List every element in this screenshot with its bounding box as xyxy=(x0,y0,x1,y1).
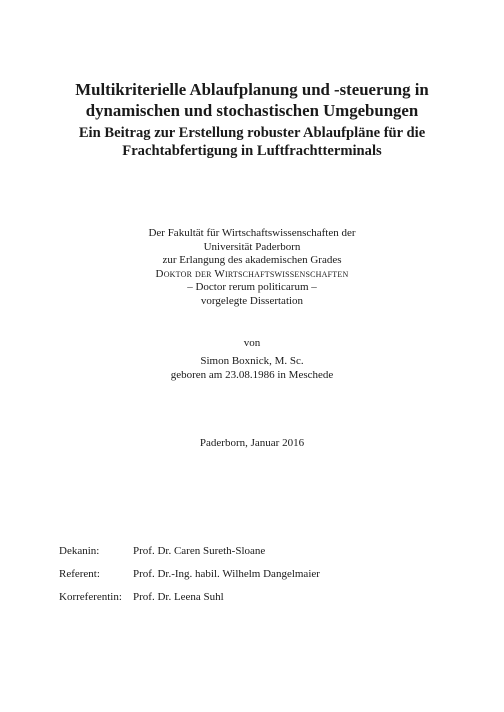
dissertation-subtitle xyxy=(0,124,504,160)
document-type: vorgelegte Dissertation xyxy=(200,294,304,307)
faculty-line-3: zur Erlangung des akademischen Grades xyxy=(162,254,342,267)
author-block xyxy=(0,355,504,382)
subtitle-line-2: Frachtabfertigung in Luftfrachtterminals xyxy=(122,143,382,159)
dissertation-title xyxy=(0,79,504,121)
title-line-2: dynamischen und stochastischen Umgebungen xyxy=(85,101,419,120)
committee-role: Referent: xyxy=(59,568,100,580)
degree-latin: – Doctor rerum politicarum – xyxy=(187,281,317,294)
subtitle-line-1: Ein Beitrag zur Erstellung robuster Ablaufpläne für die xyxy=(78,125,426,141)
committee-person: Prof. Dr. Caren Sureth-Sloane xyxy=(133,545,266,557)
author-name: Simon Boxnick, M. Sc. xyxy=(200,355,304,367)
title-line-1: Multikriterielle Ablaufplanung und -steuerung in xyxy=(75,80,429,99)
committee-person: Prof. Dr. Leena Suhl xyxy=(133,591,224,603)
faculty-line-1: Der Fakultät für Wirtschaftswissenschaften der xyxy=(148,227,356,239)
committee-role: Korreferentin: xyxy=(59,591,122,603)
von-text: von xyxy=(243,337,261,349)
author-birth: geboren am 23.08.1986 in Meschede xyxy=(170,368,334,381)
faculty-statement xyxy=(0,227,504,309)
place-date-text: Paderborn, Januar 2016 xyxy=(199,437,305,449)
committee-role: Dekanin: xyxy=(59,545,100,557)
place-and-date xyxy=(0,437,504,451)
von-label xyxy=(0,337,504,351)
committee-person: Prof. Dr.-Ing. habil. Wilhelm Dangelmaier xyxy=(133,568,320,580)
degree-name: Doktor der Wirtschaftswissenschaften xyxy=(155,267,349,280)
faculty-line-2: Universität Paderborn xyxy=(203,240,301,253)
